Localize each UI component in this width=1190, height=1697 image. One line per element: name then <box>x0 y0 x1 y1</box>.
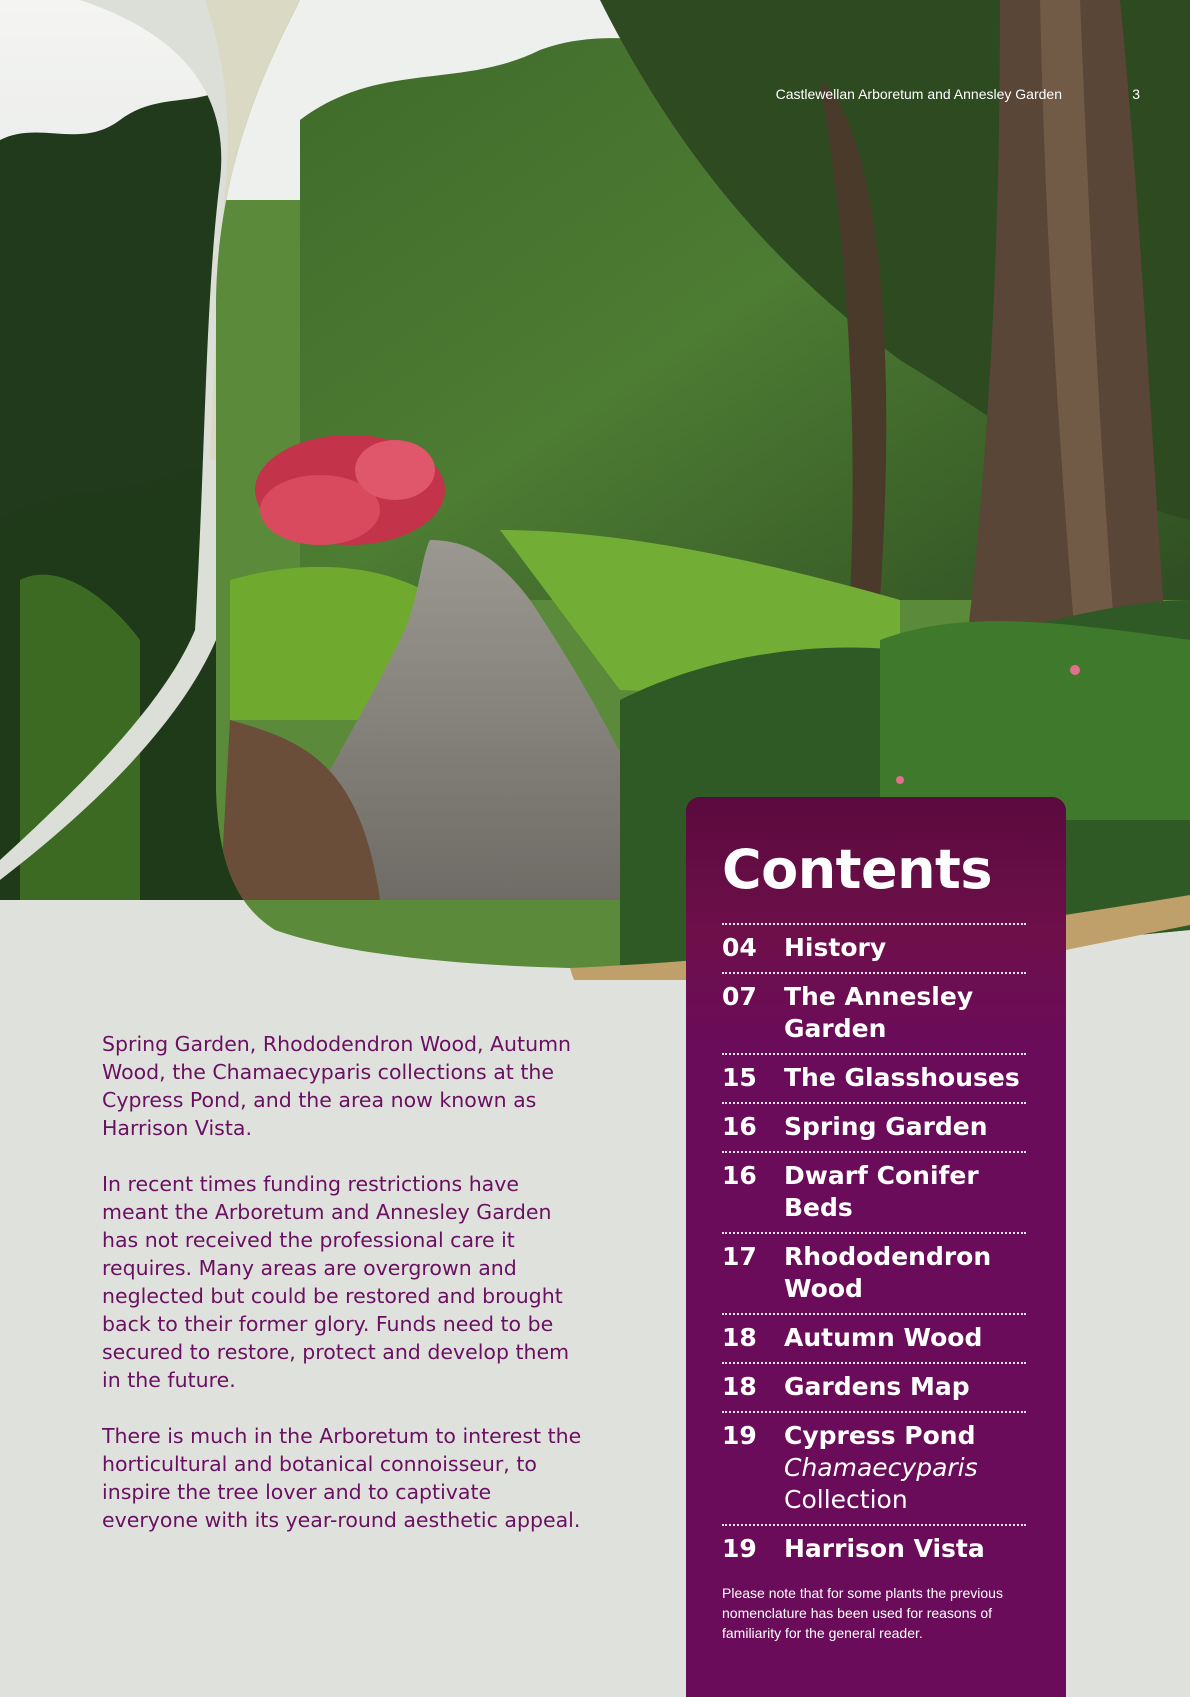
toc-page: 18 <box>722 1372 757 1401</box>
toc-page: 19 <box>722 1534 757 1563</box>
toc-item[interactable] <box>722 1411 1026 1524</box>
nomenclature-note: Please note that for some plants the previous nomenclature has been used for reasons of familiarity for the general reader. <box>722 1585 1003 1641</box>
toc-item[interactable] <box>722 1524 1026 1573</box>
toc-label: The Annesley Garden <box>784 982 974 1043</box>
toc-page: 19 <box>722 1421 757 1450</box>
toc-page: 16 <box>722 1161 757 1190</box>
toc-label: Cypress Pond <box>784 1421 976 1450</box>
toc-item[interactable] <box>722 1151 1026 1232</box>
toc-label-rest: Collection <box>784 1485 908 1514</box>
toc-label: Gardens Map <box>784 1372 970 1401</box>
toc-item[interactable] <box>722 1102 1026 1151</box>
paragraph-1: Spring Garden, Rhododendron Wood, Autumn Wood, the Chamaecyparis collections at the Cypress Pond, and the area now known as Harrison Vista. <box>102 1032 572 1140</box>
toc-page: 17 <box>722 1242 757 1271</box>
toc-label: Harrison Vista <box>784 1534 985 1563</box>
toc-label: Autumn Wood <box>784 1323 983 1352</box>
toc-item[interactable] <box>722 1313 1026 1362</box>
body-text <box>102 1030 582 1562</box>
toc-label: Rhododendron Wood <box>784 1242 992 1303</box>
toc-page: 18 <box>722 1323 757 1352</box>
paragraph-2: In recent times funding restrictions have meant the Arboretum and Annesley Garden has not received the professional care it requires. Many areas are overgrown and neglected but could be restored and brought back to their former glory. Funds need to be secured to restore, protect and develop them in the future. <box>102 1172 570 1392</box>
page-number: 3 <box>1132 86 1140 102</box>
toc-item[interactable] <box>722 1232 1026 1313</box>
toc-label: Dwarf Conifer Beds <box>784 1161 979 1222</box>
contents-heading: Contents <box>722 838 993 901</box>
contents-list <box>722 923 1026 1573</box>
contents-panel <box>686 797 1066 1697</box>
toc-label-group <box>784 1420 1026 1516</box>
toc-label: The Glasshouses <box>784 1063 1020 1092</box>
paragraph-3: There is much in the Arboretum to interest the horticultural and botanical connoisseur, to inspire the tree lover and to captivate everyone with its year-round aesthetic appeal. <box>102 1424 582 1532</box>
running-header <box>0 86 1190 108</box>
toc-label: Spring Garden <box>784 1112 988 1141</box>
toc-label-italic: Chamaecyparis <box>784 1453 978 1482</box>
toc-item[interactable] <box>722 1362 1026 1411</box>
document-title: Castlewellan Arboretum and Annesley Garden <box>775 86 1062 102</box>
toc-item[interactable] <box>722 972 1026 1053</box>
toc-page: 16 <box>722 1112 757 1141</box>
toc-label: History <box>784 933 887 962</box>
toc-page: 04 <box>722 933 757 962</box>
toc-item[interactable] <box>722 1053 1026 1102</box>
toc-page: 15 <box>722 1063 757 1092</box>
toc-page: 07 <box>722 982 757 1011</box>
toc-item[interactable] <box>722 923 1026 972</box>
